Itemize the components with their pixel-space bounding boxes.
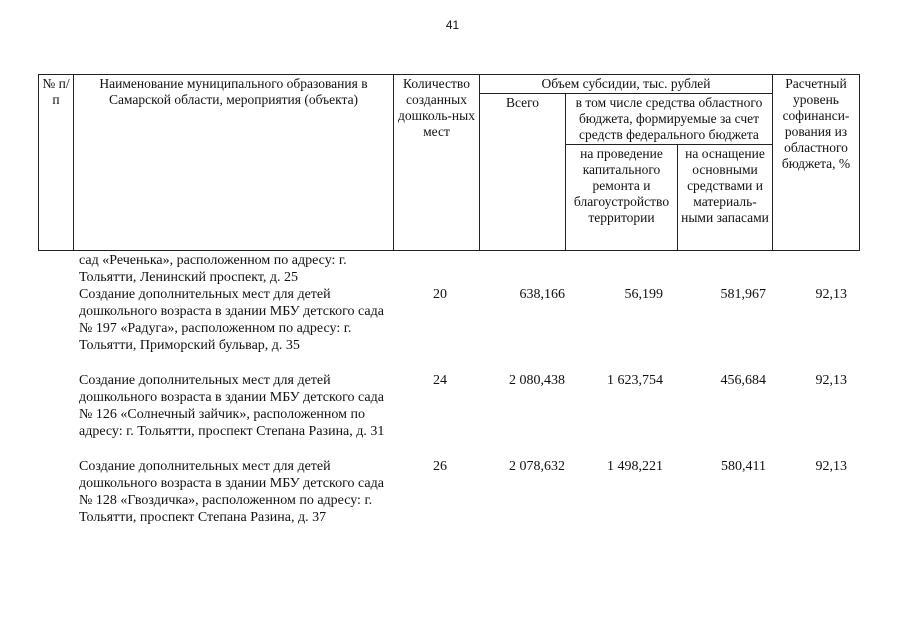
- row-equipment: 581,967: [720, 287, 766, 302]
- row-name: Создание дополнительных мест для детей дошкольного возраста в здании МБУ детского сада № 128 «Гвоздичка», расположенном по адресу: г. Тольятти, проспект Степана Разина, д. 37: [79, 459, 384, 525]
- row-equipment: 456,684: [720, 373, 766, 388]
- table-row: [38, 458, 863, 544]
- row-rate: 92,13: [815, 459, 847, 474]
- header-name: Наименование муниципального образования в Самарской области, мероприятия (объекта): [74, 75, 394, 251]
- row-repair: 56,199: [624, 287, 663, 302]
- row-count: 26: [433, 459, 447, 474]
- row-repair: 1 498,221: [607, 459, 663, 474]
- row-rate: 92,13: [815, 287, 847, 302]
- row-total: 2 078,632: [509, 459, 565, 474]
- header-federal-group: в том числе средства областного бюджета, формируемые за счет средств федерального бюджета: [566, 94, 773, 145]
- row-total: 638,166: [519, 287, 565, 302]
- row-equipment: 580,411: [721, 459, 766, 474]
- row-name: Создание дополнительных мест для детей дошкольного возраста в здании МБУ детского сада № 126 «Солнечный зайчик», расположенном по адресу: г. Тольятти, проспект Степана Разина, д. 31: [79, 373, 385, 439]
- header-count: Количество созданных дошколь-ных мест: [394, 75, 480, 251]
- row-count: 20: [433, 287, 447, 302]
- header-repair: на проведение капитального ремонта и благоустройство территории: [566, 145, 678, 251]
- row-rate: 92,13: [815, 373, 847, 388]
- row-total: 2 080,438: [509, 373, 565, 388]
- subsidy-table-header: [38, 74, 860, 251]
- header-equipment: на оснащение основными средствами и материаль-ными запасами: [678, 145, 773, 251]
- table-row: [38, 372, 863, 458]
- row-count: 24: [433, 373, 447, 388]
- table-row: [38, 252, 863, 286]
- header-total: Всего: [480, 94, 566, 251]
- table-body: [38, 252, 863, 544]
- table-row: [38, 286, 863, 372]
- row-name: Создание дополнительных мест для детей дошкольного возраста в здании МБУ детского сада № 197 «Радуга», расположенном по адресу: г. Тольятти, Приморский бульвар, д. 35: [79, 287, 384, 353]
- page-number: 41: [445, 18, 460, 32]
- header-num: № п/п: [39, 75, 74, 251]
- row-name: сад «Реченька», расположенном по адресу: г. Тольятти, Ленинский проспект, д. 25: [79, 253, 347, 285]
- row-repair: 1 623,754: [607, 373, 663, 388]
- header-subsidy-group: Объем субсидии, тыс. рублей: [480, 75, 773, 94]
- header-rate: Расчетный уровень софинанси-рования из областного бюджета, %: [773, 75, 860, 251]
